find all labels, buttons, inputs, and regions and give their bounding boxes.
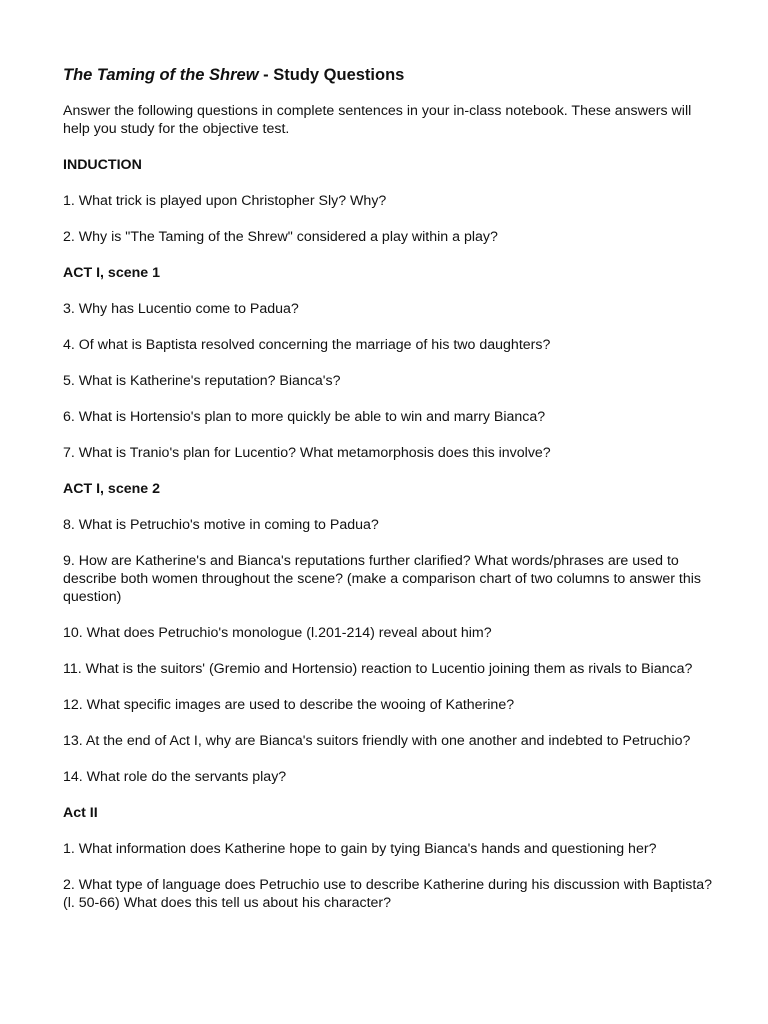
question-item: 2. What type of language does Petruchio use to describe Katherine during his discussion with Baptista? (l. 50-66) What does this tell us about his character? <box>63 877 713 911</box>
intro-paragraph: Answer the following questions in complete sentences in your in-class notebook. These answers will help you study for the objective test. <box>63 103 692 137</box>
question-item: 6. What is Hortensio's plan to more quickly be able to win and marry Bianca? <box>63 409 546 425</box>
question-item: 11. What is the suitors' (Gremio and Hortensio) reaction to Lucentio joining them as rivals to Bianca? <box>63 661 693 677</box>
section-heading: ACT I, scene 2 <box>63 481 160 497</box>
question-item: 7. What is Tranio's plan for Lucentio? What metamorphosis does this involve? <box>63 445 551 461</box>
section-heading: ACT I, scene 1 <box>63 265 160 281</box>
question-item: 12. What specific images are used to describe the wooing of Katherine? <box>63 697 515 713</box>
section-act1-scene2 <box>63 480 713 786</box>
question-item: 9. How are Katherine's and Bianca's reputations further clarified? What words/phrases are used to describe both women throughout the scene? (make a comparison chart of two columns to answer this question) <box>63 553 701 605</box>
question-item: 14. What role do the servants play? <box>63 769 287 785</box>
question-item: 4. Of what is Baptista resolved concerning the marriage of his two daughters? <box>63 337 551 353</box>
question-item: 8. What is Petruchio's motive in coming to Padua? <box>63 517 379 533</box>
question-item: 13. At the end of Act I, why are Bianca's suitors friendly with one another and indebted to Petruchio? <box>63 733 691 749</box>
question-item: 1. What information does Katherine hope to gain by tying Bianca's hands and questioning her? <box>63 841 657 857</box>
title-play-name: The Taming of the Shrew <box>63 66 259 84</box>
section-heading: Act II <box>63 805 98 821</box>
question-item: 2. Why is "The Taming of the Shrew" considered a play within a play? <box>63 229 498 245</box>
section-induction <box>63 156 713 246</box>
question-item: 1. What trick is played upon Christopher Sly? Why? <box>63 193 387 209</box>
question-item: 10. What does Petruchio's monologue (l.201-214) reveal about him? <box>63 625 492 641</box>
document-page <box>63 64 713 930</box>
section-act1-scene1 <box>63 264 713 462</box>
question-item: 5. What is Katherine's reputation? Bianca's? <box>63 373 341 389</box>
section-act2 <box>63 804 713 912</box>
title-suffix: - Study Questions <box>258 66 405 84</box>
document-title <box>63 64 713 86</box>
section-heading: INDUCTION <box>63 157 142 173</box>
question-item: 3. Why has Lucentio come to Padua? <box>63 301 299 317</box>
